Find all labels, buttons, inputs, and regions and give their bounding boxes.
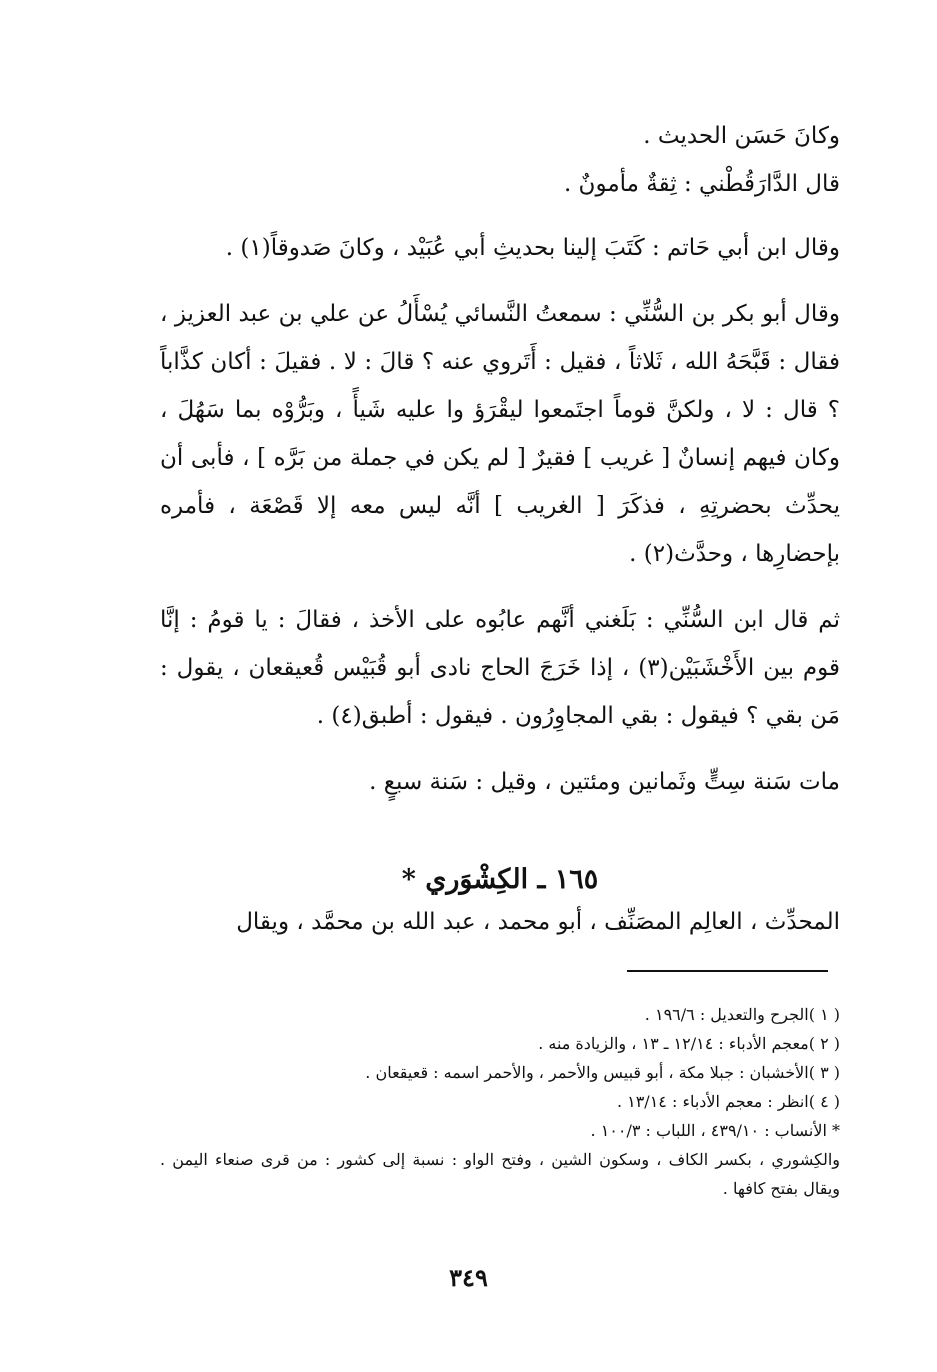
footnote-nisba: والكِشوري ، بكسر الكاف ، وسكون الشين ، وفتح الواو : نسبة إلى كشور : من قرى صنعاء اليمن . ويقال بفتح كافها . bbox=[160, 1150, 840, 1198]
footnote-4: ( ٤ )انظر : معجم الأدباء : ١٣/١٤ . bbox=[616, 1092, 840, 1111]
footnote-3: ( ٣ )الأخشبان : جبلا مكة ، أبو قبيس والأحمر ، والأحمر اسمه : قعيقعان . bbox=[365, 1063, 840, 1082]
paragraph-ibn-abi-hatim: وقال ابن أبي حَاتم : كَتَبَ إلينا بحديثِ أبي عُبَيْد ، وكانَ صَدوقاً(١) . bbox=[225, 235, 840, 261]
footnote-divider bbox=[627, 970, 828, 972]
paragraph-ibn-al-sunni-akhshabayn: ثم قال ابن السُّنِّي : بَلَغني أنَّهم عابُوه على الأخذ ، فقالَ : يا قومُ : إنَّا قوم بين الأَخْشَبَيْن(٣) ، إذا خَرَجَ الحاج نادى أبو قُبَيْس قُعيقعان ، يقول : مَن بقي ؟ فيقول : بقي المجاوِرُون . فيقول : أطبق(٤) . bbox=[160, 607, 840, 729]
paragraph-daraqutni: قال الدَّارَقُطْني : ثِقةٌ مأمونٌ . bbox=[563, 171, 840, 197]
entry-heading: ١٦٥ ـ الكِشْوَري * bbox=[401, 864, 599, 896]
footnote-1: ( ١ )الجرح والتعديل : ١٩٦/٦ . bbox=[644, 1005, 840, 1024]
footnotes bbox=[160, 1000, 840, 1203]
footnote-sources: * الأنساب : ٤٣٩/١٠ ، اللباب : ١٠٠/٣ . bbox=[590, 1121, 840, 1140]
footnote-2: ( ٢ )معجم الأدباء : ١٢/١٤ ـ ١٣ ، والزيادة منه . bbox=[538, 1034, 840, 1053]
paragraph-death-date: مات سَنة سِتٍّ وثَمانين ومئتين ، وقيل : سَنة سبعٍ . bbox=[369, 769, 840, 795]
page-number: ٣٤٩ bbox=[449, 1263, 488, 1292]
paragraph-ibn-al-sunni-nasai: وقال أبو بكر بن السُّنِّي : سمعتُ النَّسائي يُسْأَلُ عن علي بن عبد العزيز ، فقال : قَبَّحَهُ الله ، ثَلاثاً ، فقيل : أَتَروي عنه ؟ قالَ : لا . فقيلَ : أكان كذَّاباً ؟ قال : لا ، ولكنَّ قوماً اجتَمعوا ليقْرَؤ وا عليه شَيأً ، وبَرُّوْه بما سَهُلَ ، وكان فيهم إنسانٌ [ غريب ] فقيرٌ [ لم يكن في جملة من بَرَّه ] ، فأبى أن يحدِّث بحضرتِهِ ، فذكَرَ [ الغريب ] أنَّه ليس معه إلا قَصْعَة ، فأمره بإحضارِها ، وحدَّث(٢) . bbox=[160, 301, 840, 567]
paragraph-hasan-hadith: وكانَ حَسَن الحديث . bbox=[643, 123, 840, 149]
paragraph-kishwari-intro: المحدِّث ، العالِم المصَنِّف ، أبو محمد ، عبد الله بن محمَّد ، ويقال bbox=[236, 909, 840, 935]
